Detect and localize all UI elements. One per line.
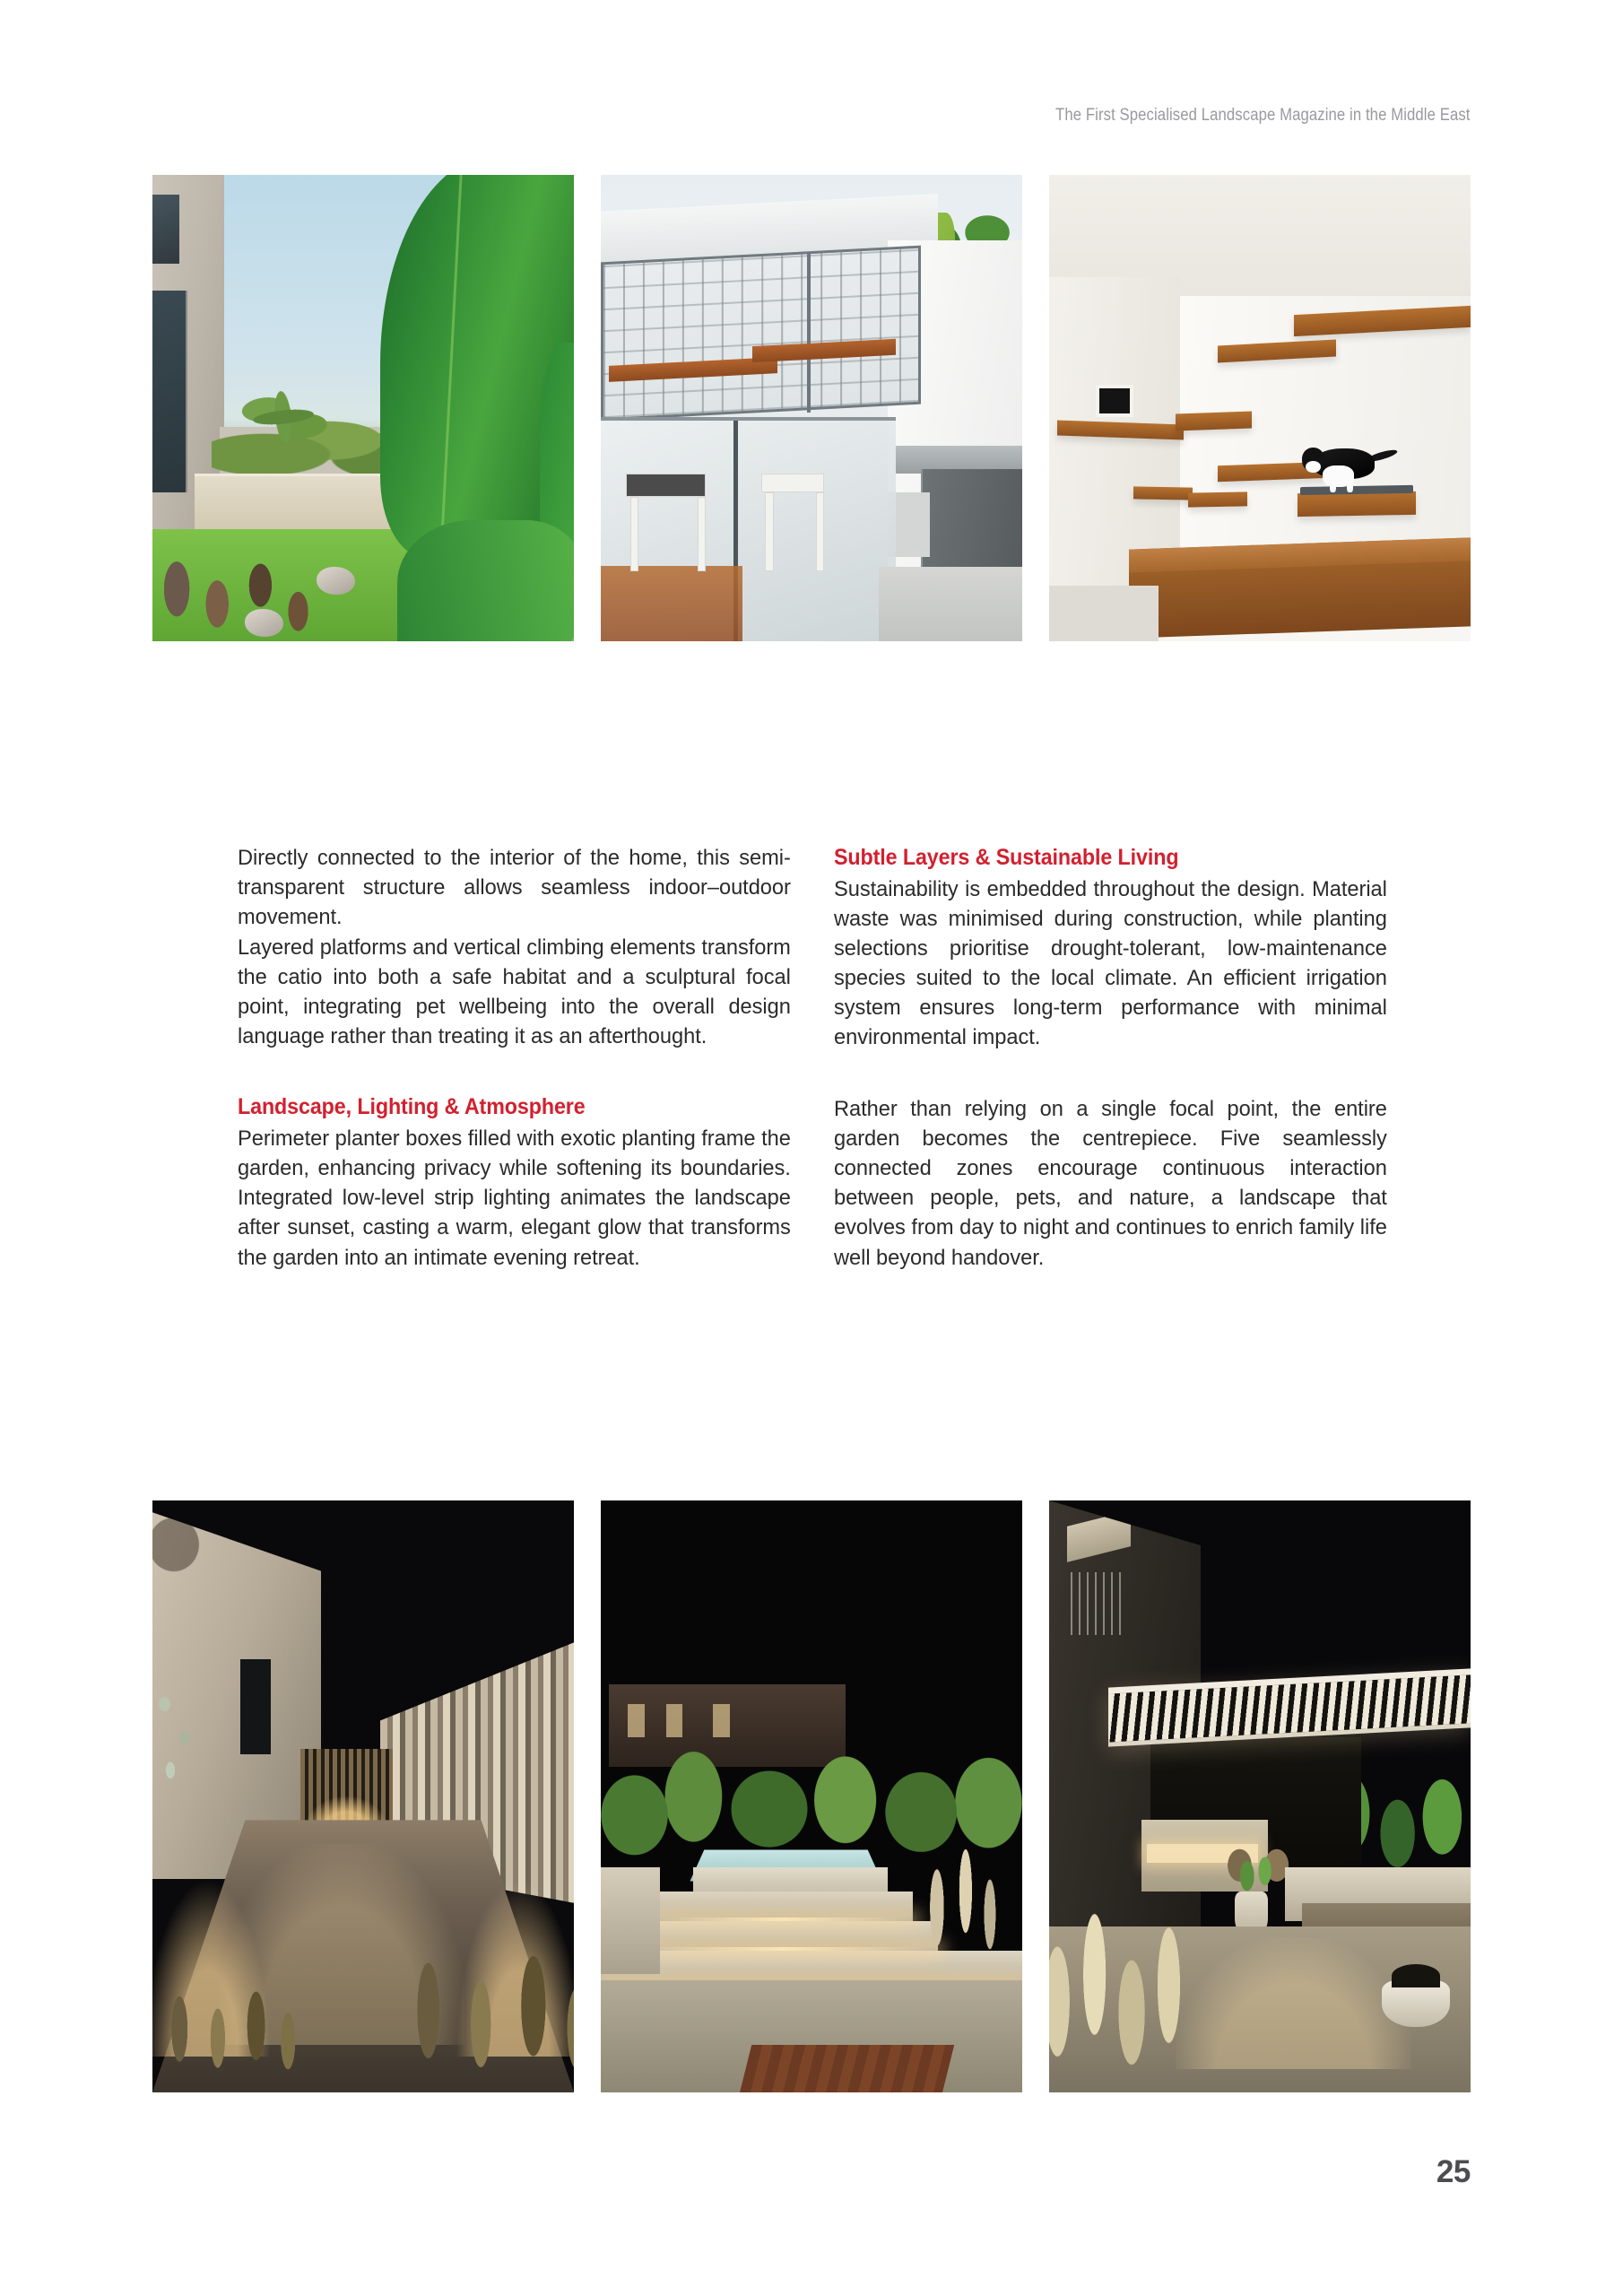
right-paragraph-2: Rather than relying on a single focal point, the entire garden becomes the centrepiece. Five seamlessly connected zones encourage continuous interaction between people, pets, and nature, a landscape that evolves from day to night and continues to enrich family life well beyond handover. [834, 1096, 1387, 1270]
paragraph-spacer [834, 1053, 1387, 1094]
sliding-glass-door [601, 417, 896, 641]
mesh-frame-mullion [807, 254, 811, 413]
night-pool-steps-photo [601, 1500, 1022, 2092]
fire-bowl [1382, 1980, 1449, 2028]
feather-grass [904, 1808, 1013, 1974]
decorative-mesh-screen [601, 246, 921, 422]
bar-stool-leg [630, 497, 638, 571]
cat [1302, 446, 1394, 488]
olive-tree [152, 1655, 207, 1821]
night-passage-photo [152, 1500, 574, 2092]
floating-shelf [1133, 487, 1193, 500]
timber-deck-reflection [601, 566, 742, 641]
left-intro-paragraph-2: Layered platforms and vertical climbing elements transform the catio into both a safe habitat and a sculptural focal point, integrating pet wellbeing into the overall design language rather than treating it as an afterthought. [238, 935, 791, 1049]
left-section-heading: Landscape, Lighting & Atmosphere [238, 1094, 586, 1120]
decorative-rock [245, 609, 282, 637]
banana-leaf-lower [397, 520, 574, 641]
top-photo-row [152, 175, 1471, 641]
window [240, 1659, 271, 1754]
outdoor-cabinet [921, 469, 1022, 581]
window-upper [152, 195, 179, 265]
timber-deck [737, 2045, 954, 2092]
cat-head [1302, 448, 1324, 471]
right-paragraph-1: Sustainability is embedded throughout the design. Material waste was minimised during construction, while planting selections prioritise drought-tolerant, low-maintenance species suited to the local climate. An efficient irrigation system ensures long-term performance with minimal environmental impact. [834, 876, 1387, 1050]
planter-plinth [601, 1867, 660, 1974]
bar-stool-leg [816, 492, 824, 571]
led-strip-light [651, 1918, 912, 1921]
bar-stool-seat [761, 474, 825, 492]
timber-bench [1129, 537, 1471, 638]
bar-stool-leg [698, 497, 706, 571]
balcony-railing [1071, 1572, 1125, 1635]
cat-leg [1347, 478, 1353, 492]
bar-stool-seat [626, 474, 706, 497]
bar-stool-leg [765, 492, 773, 571]
page-number: 25 [1436, 2154, 1471, 2189]
cat-leg [1330, 478, 1336, 492]
pennisetum-grasses [1049, 1844, 1210, 2092]
floating-shelf [1176, 412, 1252, 431]
article-body [238, 843, 1390, 1273]
right-column [834, 843, 1387, 1273]
ornamental-grasses [152, 1915, 304, 2069]
catio-exterior-photo [601, 175, 1022, 641]
paved-floor [879, 567, 1022, 641]
night-pergola-terrace-photo [1049, 1500, 1471, 2092]
running-header-tagline: The First Specialised Landscape Magazine in the Middle East [1055, 106, 1471, 125]
left-section-paragraph: Perimeter planter boxes filled with exotic planting frame the garden, enhancing privacy while softening its boundaries. Integrated low-level strip lighting animates the landscape after sunset, casting a warm, elegant glow that transforms the garden into an intimate evening retreat. [238, 1126, 791, 1270]
left-column [238, 843, 791, 1273]
floor [1049, 586, 1159, 641]
garden-banana-leaf-photo [152, 175, 574, 641]
ornamental-grasses [380, 1844, 574, 2069]
right-section-heading: Subtle Layers & Sustainable Living [834, 845, 1179, 870]
cushioned-cat-platform [1298, 491, 1416, 516]
banana-leaf-edge [540, 343, 574, 548]
decorative-rock [317, 567, 354, 595]
paragraph-spacer [238, 1051, 791, 1092]
floating-shelf [1188, 491, 1247, 507]
left-intro-paragraph-1: Directly connected to the interior of the home, this semi-transparent structure allows seamless indoor–outdoor movement. [238, 846, 791, 930]
led-strip-light [626, 1947, 938, 1951]
floor-light-glow [1176, 1938, 1411, 2068]
bottom-photo-row [152, 1500, 1471, 2092]
wall-vent [1096, 385, 1133, 417]
cat-shelves-interior-photo [1049, 175, 1471, 641]
